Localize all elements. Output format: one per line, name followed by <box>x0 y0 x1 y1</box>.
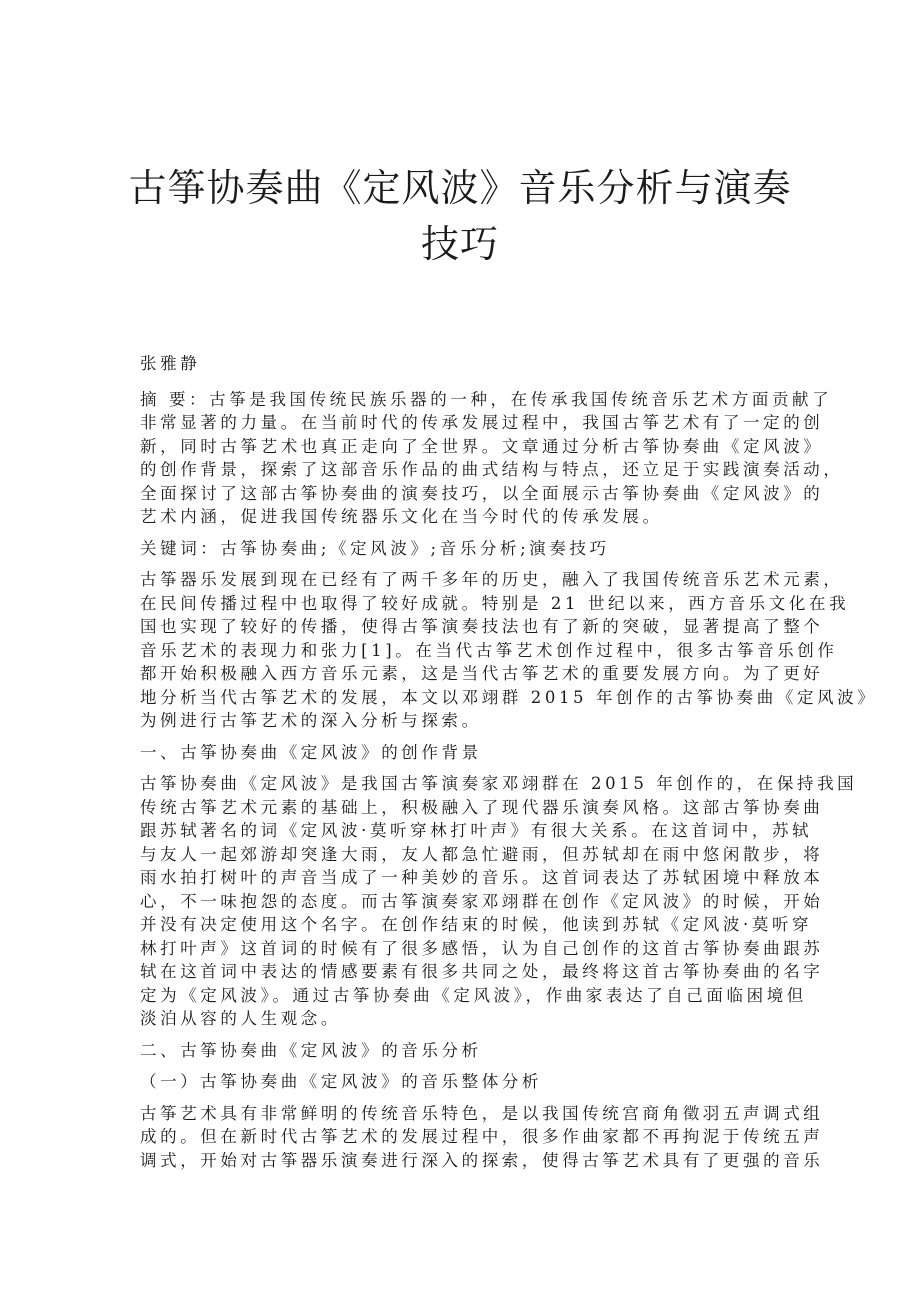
text-line: 成的。但在新时代古筝艺术的发展过程中，很多作曲家都不再拘泥于传统五声 <box>140 1127 824 1146</box>
author <box>140 352 800 376</box>
text-line: 艺术内涵，促进我国传统器乐文化在当今时代的传承发展。 <box>140 507 663 526</box>
section1-paragraph <box>140 772 858 1031</box>
keywords-line: 关键词：古筝协奏曲;《定风波》;音乐分析;演奏技巧 <box>140 538 610 558</box>
subheading-line: （一）古筝协奏曲《定风波》的音乐整体分析 <box>140 1072 542 1091</box>
section1-heading <box>140 741 800 765</box>
text-line: 跟苏轼著名的词《定风波·莫听穿林打叶声》有很大关系。在这首词中，苏轼 <box>140 821 813 840</box>
text-line: 古筝协奏曲《定风波》是我国古筝演奏家邓翊群在 2015 年创作的，在保持我国 <box>140 774 858 793</box>
text-line: 在民间传播过程中也取得了较好成就。特别是 21 世纪以来，西方音乐文化在我 <box>140 593 850 613</box>
text-line: 定为《定风波》。通过古筝协奏曲《定风波》，作曲家表达了自己面临困境但 <box>140 985 807 1005</box>
text-line: 非常显著的力量。在当前时代的传承发展过程中，我国古筝艺术有了一定的创 <box>140 413 824 432</box>
heading-line: 二、古筝协奏曲《定风波》的音乐分析 <box>140 1040 482 1060</box>
heading-line: 一、古筝协奏曲《定风波》的创作背景 <box>140 742 482 762</box>
keywords <box>140 537 800 561</box>
text-line: 心，不一味抱怨的态度。而古筝演奏家邓翊群在创作《定风波》的时候，开始 <box>140 891 824 911</box>
text-line: 林打叶声》这首词的时候有了很多感悟，认为自己创作的这首古筝协奏曲跟苏 <box>140 938 824 958</box>
section2-sub1-heading <box>140 1070 800 1094</box>
section2-sub1-paragraph <box>140 1102 824 1173</box>
text-line: 音乐艺术的表现力和张力[1]。在当代古筝艺术创作过程中，很多古筝音乐创作 <box>140 640 838 660</box>
text-line: 传统古筝艺术元素的基础上，积极融入了现代器乐演奏风格。这部古筝协奏曲 <box>140 797 824 817</box>
document-title <box>0 160 920 272</box>
text-line: 为例进行古筝艺术的深入分析与探索。 <box>140 711 482 730</box>
text-line: 新，同时古筝艺术也真正走向了全世界。文章通过分析古筝协奏曲《定风波》 <box>140 436 824 456</box>
document-body <box>140 352 878 1180</box>
text-line: 并没有决定使用这个名字。在创作结束的时候，他读到苏轼《定风波·莫听穿 <box>140 915 813 934</box>
text-line: 雨水拍打树叶的声音当成了一种美妙的音乐。这首词表达了苏轼困境中释放本 <box>140 868 824 887</box>
text-line: 的创作背景，探索了这部音乐作品的曲式结构与特点，还立足于实践演奏活动， <box>140 460 844 479</box>
text-line: 古筝器乐发展到现在已经有了两千多年的历史，融入了我国传统音乐艺术元素， <box>140 570 844 589</box>
intro-paragraph <box>140 568 878 733</box>
text-line: 古筝艺术具有非常鲜明的传统音乐特色，是以我国传统宫商角徵羽五声调式组 <box>140 1103 824 1123</box>
text-line: 国也实现了较好的传播，使得古筝演奏技法也有了新的突破，显著提高了整个 <box>140 617 824 636</box>
author-name: 张雅静 <box>140 354 201 373</box>
text-line: 淡泊从容的人生观念。 <box>140 1009 341 1028</box>
text-line: 摘 要：古筝是我国传统民族乐器的一种，在传承我国传统音乐艺术方面贡献了 <box>140 389 833 409</box>
section2-heading <box>140 1039 800 1063</box>
text-line: 地分析当代古筝艺术的发展，本文以邓翊群 2015 年创作的古筝协奏曲《定风波》 <box>140 687 878 707</box>
abstract-paragraph <box>140 388 844 529</box>
title-line: 技巧 <box>420 222 499 266</box>
title-line: 古筝协奏曲《定风波》音乐分析与演奏 <box>128 166 792 210</box>
text-line: 都开始积极融入西方音乐元素，这是当代古筝艺术的重要发展方向。为了更好 <box>140 664 824 683</box>
text-line: 轼在这首词中表达的情感要素有很多共同之处，最终将这首古筝协奏曲的名字 <box>140 962 824 981</box>
text-line: 与友人一起郊游却突逢大雨，友人都急忙避雨，但苏轼却在雨中悠闲散步，将 <box>140 844 824 864</box>
text-line: 全面探讨了这部古筝协奏曲的演奏技巧，以全面展示古筝协奏曲《定风波》的 <box>140 483 824 503</box>
text-line: 调式，开始对古筝器乐演奏进行深入的探索，使得古筝艺术具有了更强的音乐 <box>140 1150 824 1170</box>
